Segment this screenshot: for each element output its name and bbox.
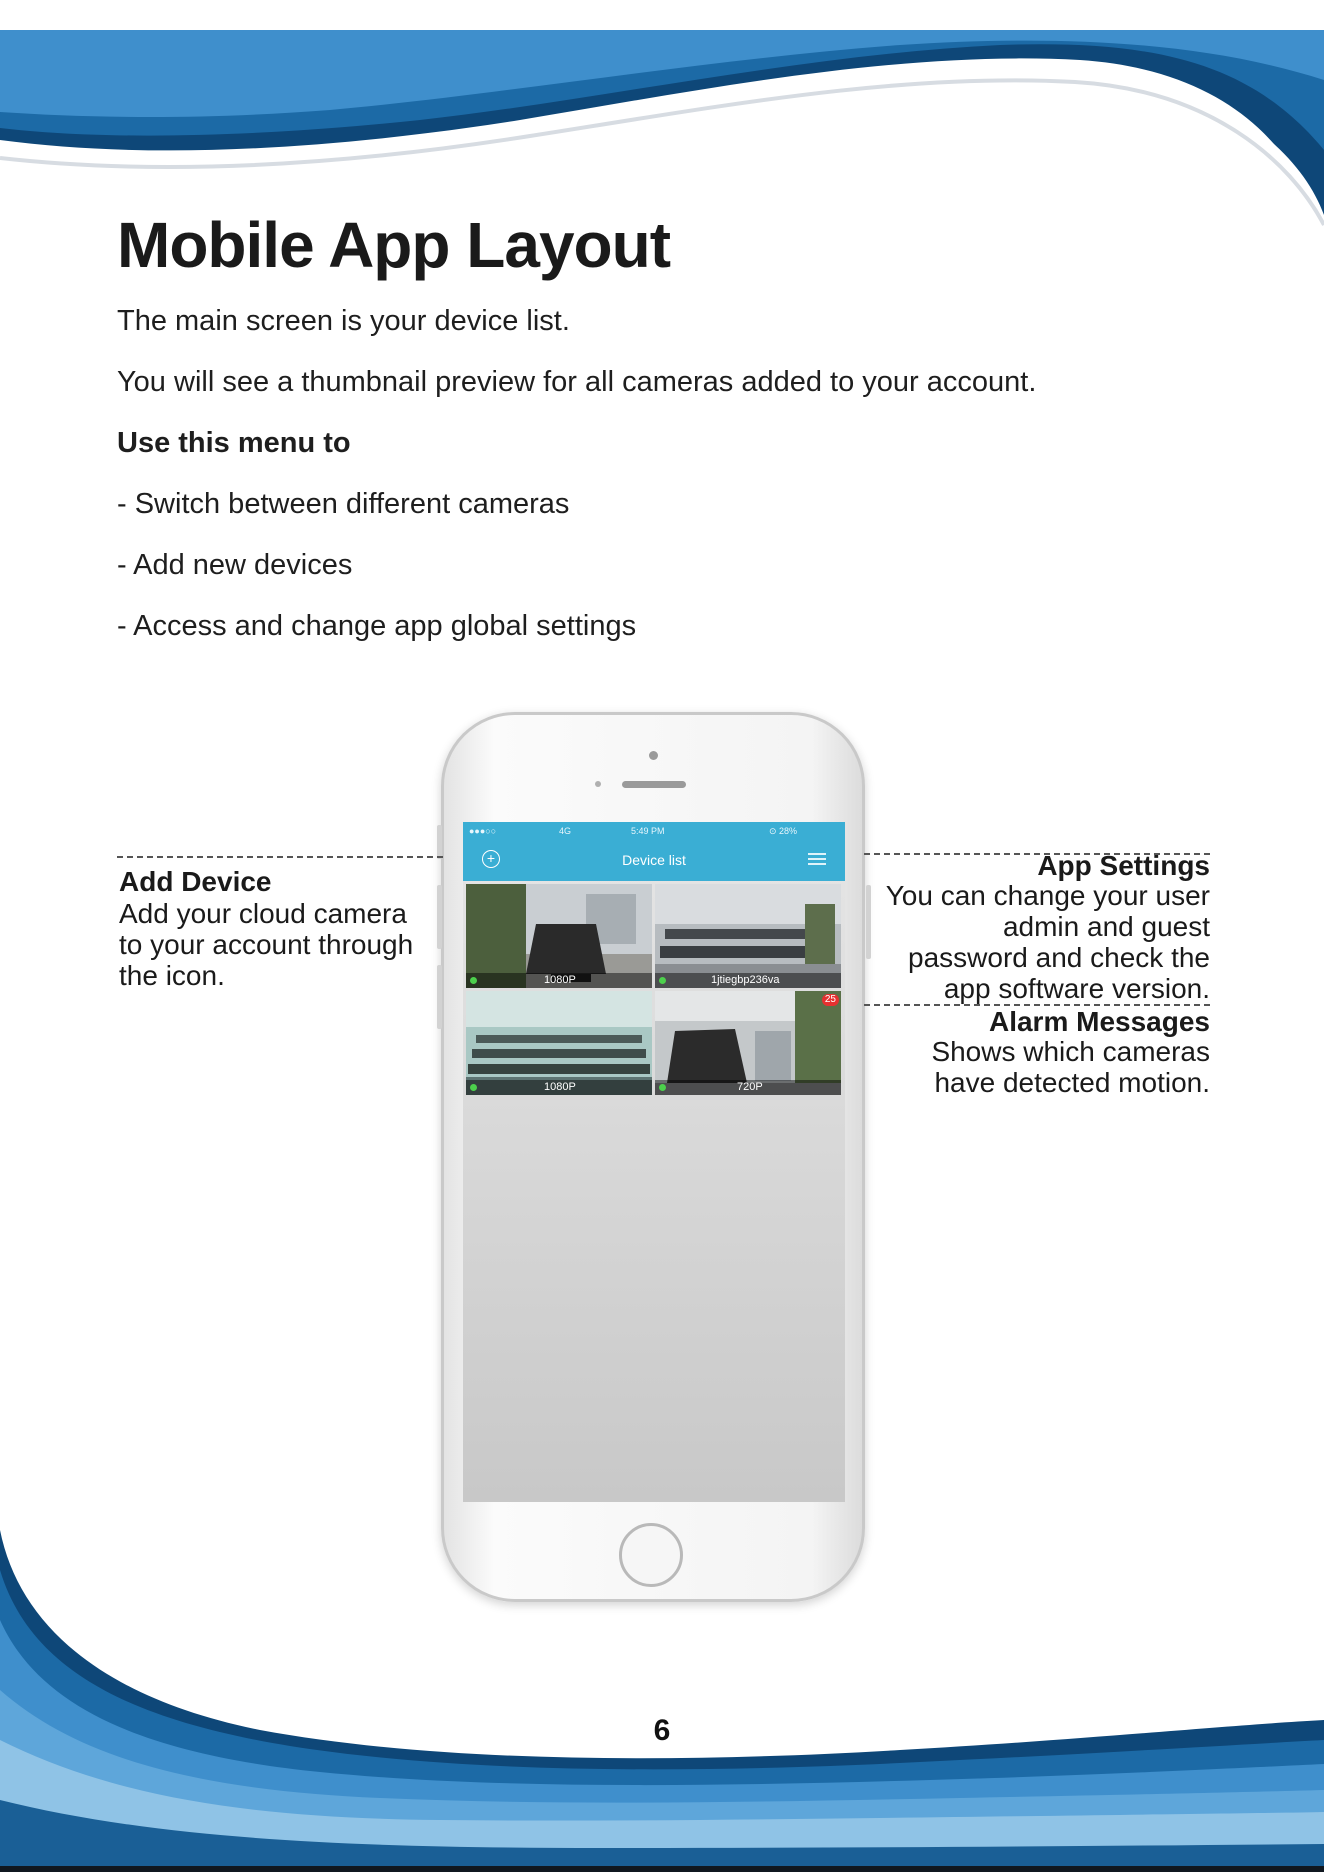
- alarm-count-badge[interactable]: 25: [822, 994, 839, 1006]
- bottom-wave-decoration: [0, 1500, 1324, 1872]
- app-bar: [463, 822, 845, 881]
- status-time: 5:49 PM: [631, 826, 665, 836]
- proximity-sensor: [595, 781, 601, 787]
- bullet-global-settings: - Access and change app global settings: [117, 610, 637, 642]
- thumbnail-caption: 1080P: [544, 1081, 576, 1093]
- phone-screen: [463, 822, 845, 1502]
- online-status-dot: [470, 977, 477, 984]
- online-status-dot: [659, 977, 666, 984]
- status-bar: [463, 826, 845, 840]
- signal-indicator: ●●●○○: [469, 826, 497, 836]
- thumbnail-caption: 1jtiegbp236va: [711, 974, 780, 986]
- camera-thumbnail[interactable]: [466, 991, 652, 1095]
- add-device-description: Add your cloud camera to your account through the icon.: [119, 898, 414, 991]
- battery-indicator: ⊙ 28%: [769, 826, 798, 836]
- add-device-leader-line: [117, 856, 443, 858]
- volume-up-button: [437, 885, 442, 949]
- online-status-dot: [470, 1084, 477, 1091]
- device-list-title: Device list: [622, 852, 686, 868]
- front-camera: [649, 751, 658, 760]
- phone-mockup: [441, 712, 865, 1602]
- thumbnail-caption: 720P: [737, 1081, 763, 1093]
- volume-down-button: [437, 965, 442, 1029]
- menu-heading: Use this menu to: [117, 427, 351, 459]
- alarm-messages-description: Shows which cameras have detected motion.: [931, 1036, 1210, 1098]
- app-settings-heading: App Settings: [1037, 850, 1210, 881]
- earpiece-speaker: [622, 781, 686, 788]
- page-title: Mobile App Layout: [117, 209, 671, 281]
- app-settings-description: You can change your user admin and guest password and check the app software version.: [885, 880, 1210, 1004]
- camera-thumbnail[interactable]: [466, 884, 652, 988]
- intro-paragraph-1: The main screen is your device list.: [117, 305, 570, 337]
- thumbnail-caption: 1080P: [544, 974, 576, 986]
- plus-circle-icon[interactable]: +: [482, 850, 500, 868]
- network-indicator: 4G: [559, 826, 572, 836]
- top-wave-decoration: [0, 0, 1324, 240]
- intro-paragraph-2: You will see a thumbnail preview for all cameras added to your account.: [117, 366, 1037, 398]
- page-number: 6: [653, 1714, 671, 1747]
- online-status-dot: [659, 1084, 666, 1091]
- bullet-add-devices: - Add new devices: [117, 549, 353, 581]
- menu-icon[interactable]: [808, 853, 826, 865]
- alarm-messages-heading: Alarm Messages: [988, 1006, 1210, 1037]
- mute-switch: [437, 825, 442, 859]
- add-device-heading: Add Device: [119, 866, 272, 897]
- bullet-switch-cameras: - Switch between different cameras: [117, 488, 570, 520]
